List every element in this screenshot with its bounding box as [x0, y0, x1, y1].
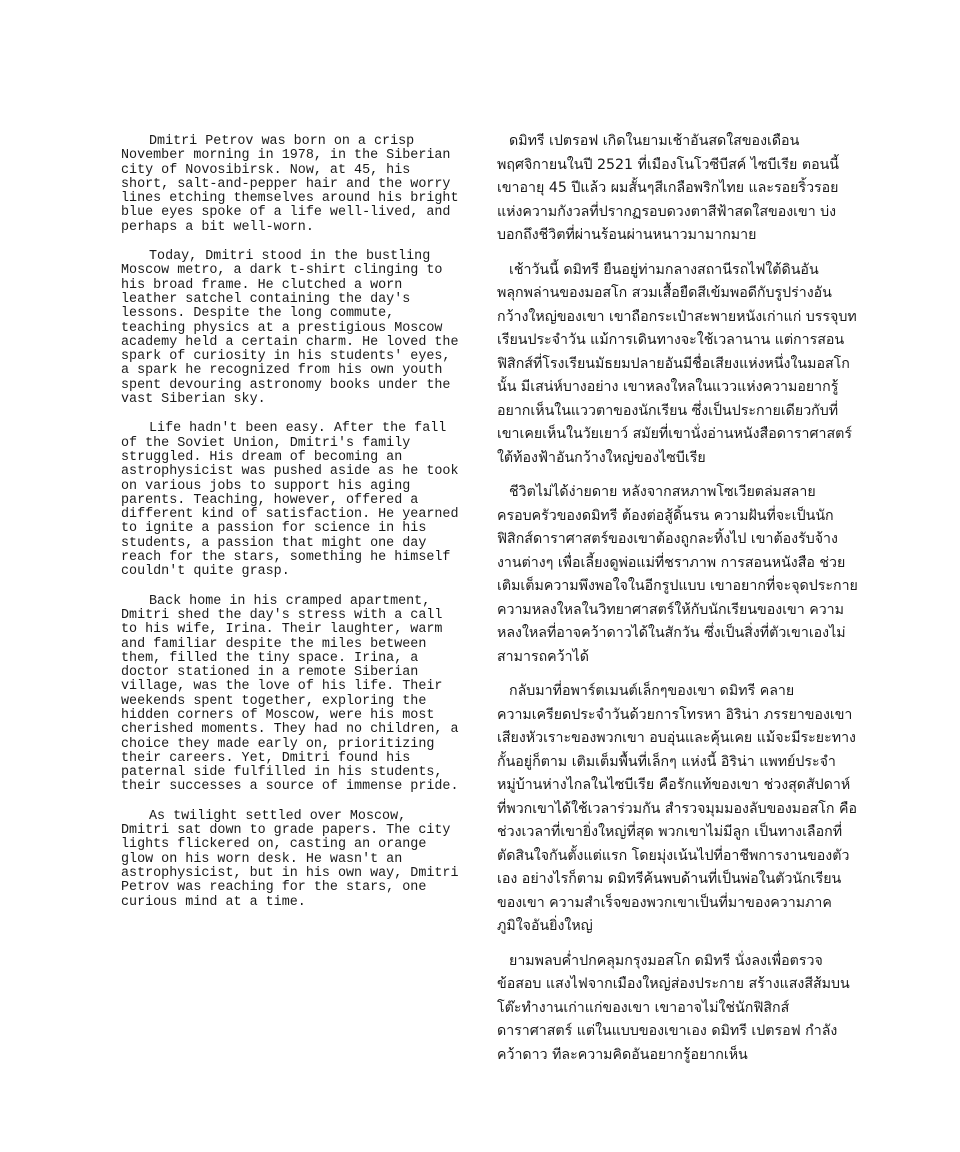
thai-paragraph-5: ยามพลบค่ำปกคลุมกรุงมอสโก ดมิทรี นั่งลงเพื่อตรวจข้อสอบ แสงไฟจากเมืองใหญ่ส่องประกาย สร้างแสงสีส้มบนโต๊ะทำงานเก่าแก่ของเขา เขาอาจไม่ใช่นักฟิสิกส์ดาราศาสตร์ แต่ในแบบของเขาเอง ดมิทรี เปตรอฟ กำลังคว้าดาว ทีละความคิดอันอยากรู้อยากเห็น — [497, 952, 850, 1063]
thai-paragraph-3: ชีวิตไม่ได้ง่ายดาย หลังจากสหภาพโซเวียตล่มสลาย ครอบครัวของดมิทรี ต้องต่อสู้ดิ้นรน ความฝันที่จะเป็นนักฟิสิกส์ดาราศาสตร์ของเขาต้องถูกละทิ้งไป เขาต้องรับจ้างงานต่างๆ เพื่อเลี้ยงดูพ่อแม่ที่ชราภาพ การสอนหนังสือ ช่วยเติมเต็มความพึงพอใจในอีกรูปแบบ เขาอยากที่จะจุดประกายความหลงใหลในวิทยาศาสตร์ให้กับนักเรียนของเขา ความหลงใหลที่อาจคว้าดาวได้ในสักวัน ซึ่งเป็นสิ่งที่ตัวเขาเองไม่สามารถคว้าได้ — [497, 484, 858, 665]
english-paragraph-1: Dmitri Petrov was born on a crisp November morning in 1978, in the Siberian city of Novosibirsk. Now, at 45, his short, salt-and-pepper hair and the worry lines etching themselves around his bright blue eyes spoke of a life well-lived, and perhaps a bit well-worn. — [121, 134, 459, 235]
thai-paragraph-1: ดมิทรี เปตรอฟ เกิดในยามเช้าอันสดใสของเดือนพฤศจิกายนในปี 2521 ที่เมืองโนโวซีบีสค์ ไซบีเรีย ตอนนี้เขาอายุ 45 ปีแล้ว ผมสั้นๆสีเกลือพริกไทย และรอยริ้วรอยแห่งความกังวลที่ปรากฏรอบดวงตาสีฟ้าสดใสของเขา บ่งบอกถึงชีวิตที่ผ่านร้อนผ่านหนาวมามากมาย — [497, 133, 839, 243]
english-paragraph-2: Today, Dmitri stood in the bustling Moscow metro, a dark t-shirt clinging to his broad frame. He clutched a worn leather satchel containing the day's lessons. Despite the long commute, teaching physics at a prestigious Moscow academy held a certain charm. He loved the spark of curiosity in his students' eyes, a spark he recognized from his own youth spent devouring astronomy books under the vast Siberian sky. — [121, 249, 459, 408]
english-paragraph-4: Back home in his cramped apartment, Dmitri shed the day's stress with a call to his wife, Irina. Their laughter, warm and familiar despite the miles between them, filled the tiny space. Irina, a doctor stationed in a remote Siberian village, was the love of his life. Their weekends spent together, exploring the hidden corners of Moscow, were his most cherished moments. They had no children, a choice they made early on, prioritizing their careers. Yet, Dmitri found his paternal side fulfilled in his students, their successes a source of immense pride. — [121, 593, 459, 795]
english-paragraph-5: As twilight settled over Moscow, Dmitri sat down to grade papers. The city lights flickered on, casting an orange glow on his worn desk. He wasn't an astrophysicist, but in his own way, Dmitri Petrov was reaching for the stars, one curious mind at a time. — [121, 808, 459, 910]
thai-paragraph-4: กลับมาที่อพาร์ตเมนต์เล็กๆของเขา ดมิทรี คลายความเครียดประจำวันด้วยการโทรหา อิริน่า ภรรยาของเขา เสียงหัวเราะของพวกเขา อบอุ่นและคุ้นเคย แม้จะมีระยะทางกั้นอยู่ก็ตาม เติมเต็มพื้นที่เล็กๆ แห่งนี้ อิริน่า แพทย์ประจำหมู่บ้านห่างไกลในไซบีเรีย คือรักแท้ของเขา ช่วงสุดสัปดาห์ที่พวกเขาได้ใช้เวลาร่วมกัน สำรวจมุมมองลับของมอสโก คือช่วงเวลาที่เขายิ่งใหญ่ที่สุด พวกเขาไม่มีลูก เป็นทางเลือกที่ตัดสินใจกันตั้งแต่แรก โดยมุ่งเน้นไปที่อาชีพการงานของตัวเอง อย่างไรก็ตาม ดมิทรีค้นพบด้านที่เป็นพ่อในตัวนักเรียนของเขา ความสำเร็จของพวกเขาเป็นที่มาของความภาคภูมิใจอันยิ่งใหญ่ — [497, 683, 858, 934]
thai-column — [497, 130, 859, 1078]
english-paragraph-3: Life hadn't been easy. After the fall of the Soviet Union, Dmitri's family struggled. His dream of becoming an astrophysicist was pushed aside as he took on various jobs to support his aging parents. Teaching, however, offered a different kind of satisfaction. He yearned to ignite a passion for science in his students, a passion that might one day reach for the stars, something he himself couldn't quite grasp. — [121, 421, 459, 580]
thai-paragraph-2: เช้าวันนี้ ดมิทรี ยืนอยู่ท่ามกลางสถานีรถไฟใต้ดินอันพลุกพล่านของมอสโก สวมเสื้อยืดสีเข้มพอดีกับรูปร่างอันกว้างใหญ่ของเขา เขาถือกระเป๋าสะพายหนังเก่าแก่ บรรจุบทเรียนประจำวัน แม้การเดินทางจะใช้เวลานาน แต่การสอนฟิสิกส์ที่โรงเรียนมัธยมปลายอันมีชื่อเสียงแห่งหนึ่งในมอสโกนั้น มีเสน่ห์บางอย่าง เขาหลงใหลในแววแห่งความอยากรู้อยากเห็นในแววตาของนักเรียน ซึ่งเป็นประกายเดียวกับที่เขาเคยเห็นในวัยเยาว์ สมัยที่เขานั่งอ่านหนังสือดาราศาสตร์ใต้ท้องฟ้าอันกว้างใหญ่ของไซบีเรีย — [497, 261, 857, 466]
english-column — [121, 135, 461, 925]
